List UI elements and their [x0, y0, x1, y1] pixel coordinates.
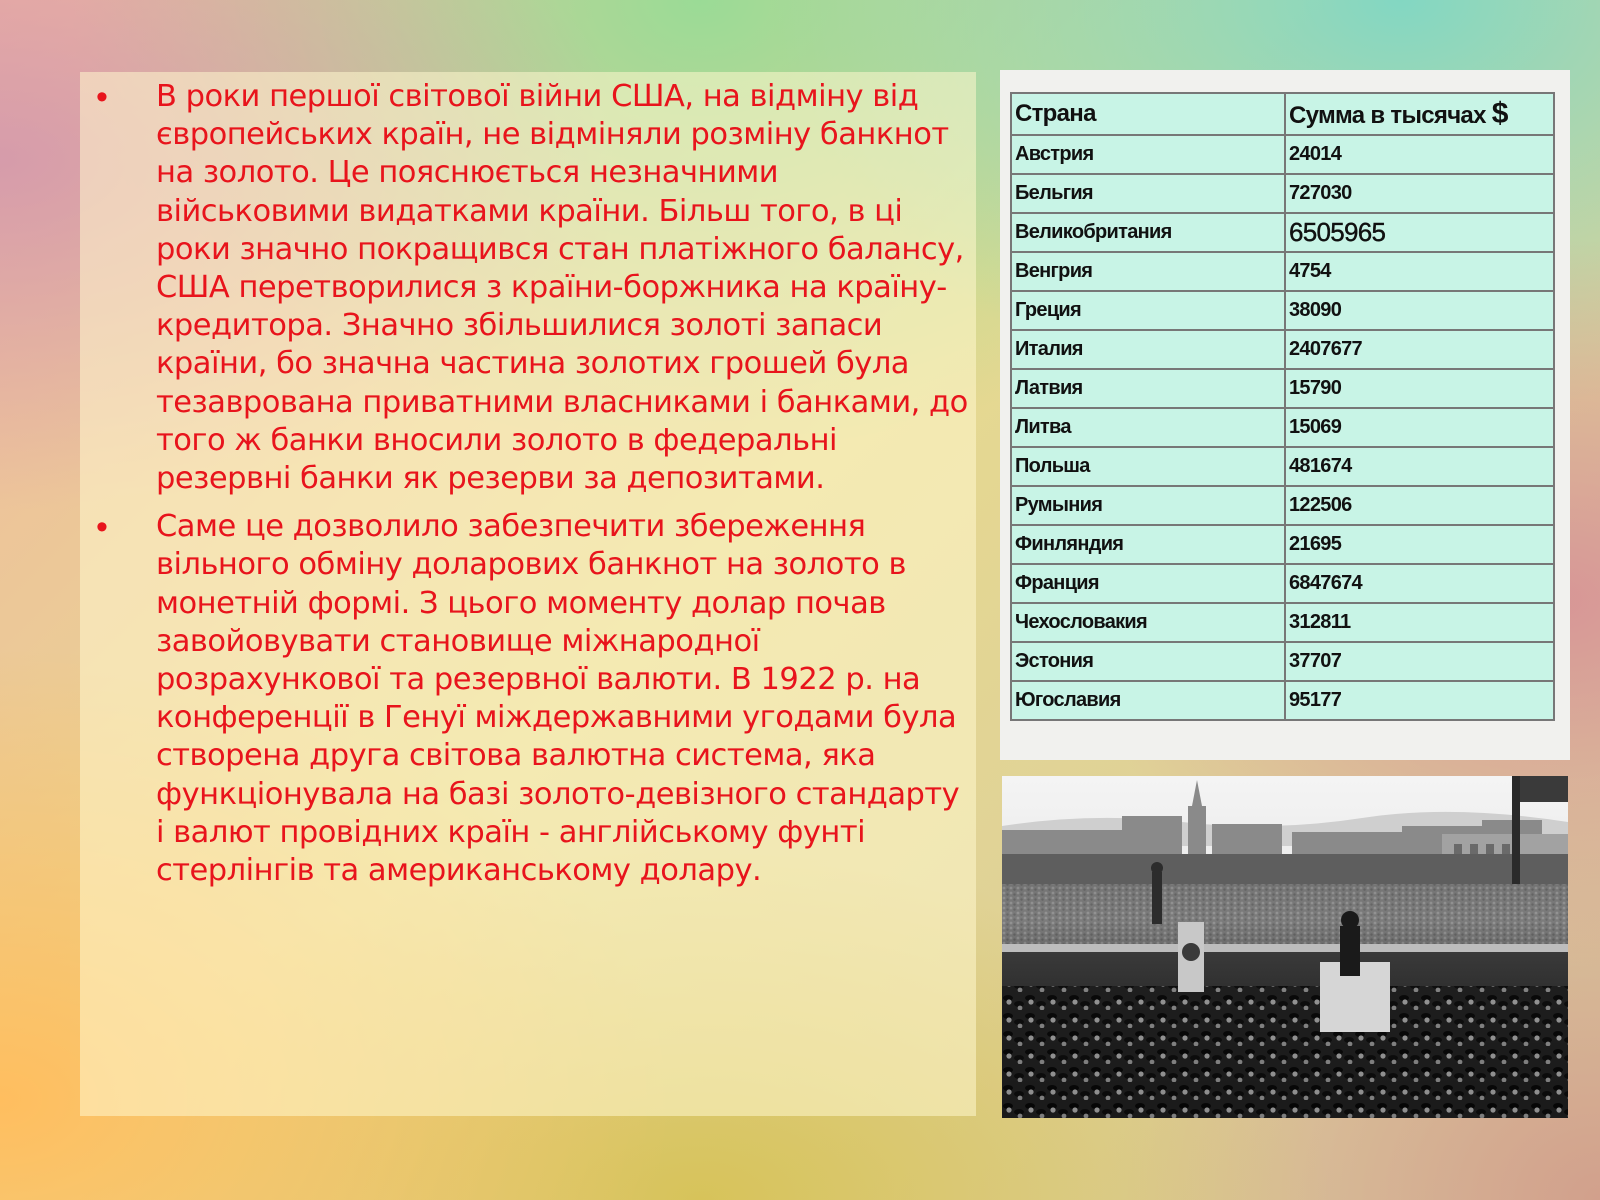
country-cell: Греция — [1011, 291, 1285, 330]
table-row — [1011, 252, 1554, 291]
country-cell: Чехословакия — [1011, 603, 1285, 642]
bullet-item — [80, 508, 976, 890]
table-row — [1011, 291, 1554, 330]
amount-cell: 481674 — [1285, 447, 1554, 486]
table-row — [1011, 603, 1554, 642]
table-row — [1011, 369, 1554, 408]
table-row — [1011, 447, 1554, 486]
header-country: Страна — [1011, 93, 1285, 135]
debt-table — [1010, 92, 1555, 721]
country-cell: Франция — [1011, 564, 1285, 603]
amount-cell: 4754 — [1285, 252, 1554, 291]
country-cell: Югославия — [1011, 681, 1285, 720]
table-row — [1011, 525, 1554, 564]
amount-cell: 24014 — [1285, 135, 1554, 174]
header-amount — [1285, 93, 1554, 135]
table-panel — [1000, 70, 1570, 760]
country-cell: Италия — [1011, 330, 1285, 369]
country-cell: Венгрия — [1011, 252, 1285, 291]
country-cell: Австрия — [1011, 135, 1285, 174]
text-panel — [80, 72, 976, 1116]
amount-cell: 15069 — [1285, 408, 1554, 447]
table-row — [1011, 408, 1554, 447]
country-cell: Польша — [1011, 447, 1285, 486]
amount-cell: 38090 — [1285, 291, 1554, 330]
bullet-list — [80, 78, 976, 900]
amount-cell: 2407677 — [1285, 330, 1554, 369]
table-header-row — [1011, 93, 1554, 135]
amount-cell: 37707 — [1285, 642, 1554, 681]
amount-cell: 6505965 — [1285, 213, 1554, 252]
country-cell: Румыния — [1011, 486, 1285, 525]
table-row — [1011, 642, 1554, 681]
amount-cell: 15790 — [1285, 369, 1554, 408]
country-cell: Великобритания — [1011, 213, 1285, 252]
country-cell: Литва — [1011, 408, 1285, 447]
table-row — [1011, 213, 1554, 252]
table-row — [1011, 174, 1554, 213]
header-amount-label: Сумма в тысячах — [1289, 102, 1486, 129]
amount-cell: 312811 — [1285, 603, 1554, 642]
table-row — [1011, 564, 1554, 603]
historical-photo — [1002, 776, 1568, 1118]
bullet-item — [80, 78, 976, 498]
country-cell: Латвия — [1011, 369, 1285, 408]
amount-cell: 727030 — [1285, 174, 1554, 213]
crowd-photo-illustration — [1002, 776, 1568, 1118]
bullet-text: В роки першої світової війни США, на відміну від європейських країн, не відміняли розміну банкнот на золото. Це пояснюється незначними військовими видатками країни. Більш того, в ці роки значно покращився стан платіжного балансу, США перетворилися з країни-боржника на країну-кредитора. Значно збільшилися золоті запаси країни, бо значна частина золотих грошей була тезаврована приватними власниками і банками, до того ж банки вносили золото в федеральні резервні банки як резерви за депозитами. — [156, 79, 968, 497]
table-row — [1011, 681, 1554, 720]
amount-cell: 21695 — [1285, 525, 1554, 564]
country-cell: Бельгия — [1011, 174, 1285, 213]
table-row — [1011, 330, 1554, 369]
country-cell: Финляндия — [1011, 525, 1285, 564]
table-row — [1011, 486, 1554, 525]
amount-cell: 122506 — [1285, 486, 1554, 525]
country-cell: Эстония — [1011, 642, 1285, 681]
amount-cell: 6847674 — [1285, 564, 1554, 603]
table-row — [1011, 135, 1554, 174]
bullet-marker: • — [96, 78, 108, 116]
dollar-sign: $ — [1491, 97, 1508, 130]
bullet-text: Саме це дозволило забезпечити збереження вільного обміну доларових банкнот на золото в монетній формі. З цього моменту долар почав завойовувати становище міжнародної розрахункової та резервної валюти. В 1922 р. на конференції в Генуї міждержавними угодами була створена друга світова валютна система, яка функціонувала на базі золото-девізного стандарту і валют провідних країн - англійському фунті стерлінгів та американському долару. — [156, 509, 960, 889]
amount-cell: 95177 — [1285, 681, 1554, 720]
bullet-marker: • — [96, 508, 108, 547]
